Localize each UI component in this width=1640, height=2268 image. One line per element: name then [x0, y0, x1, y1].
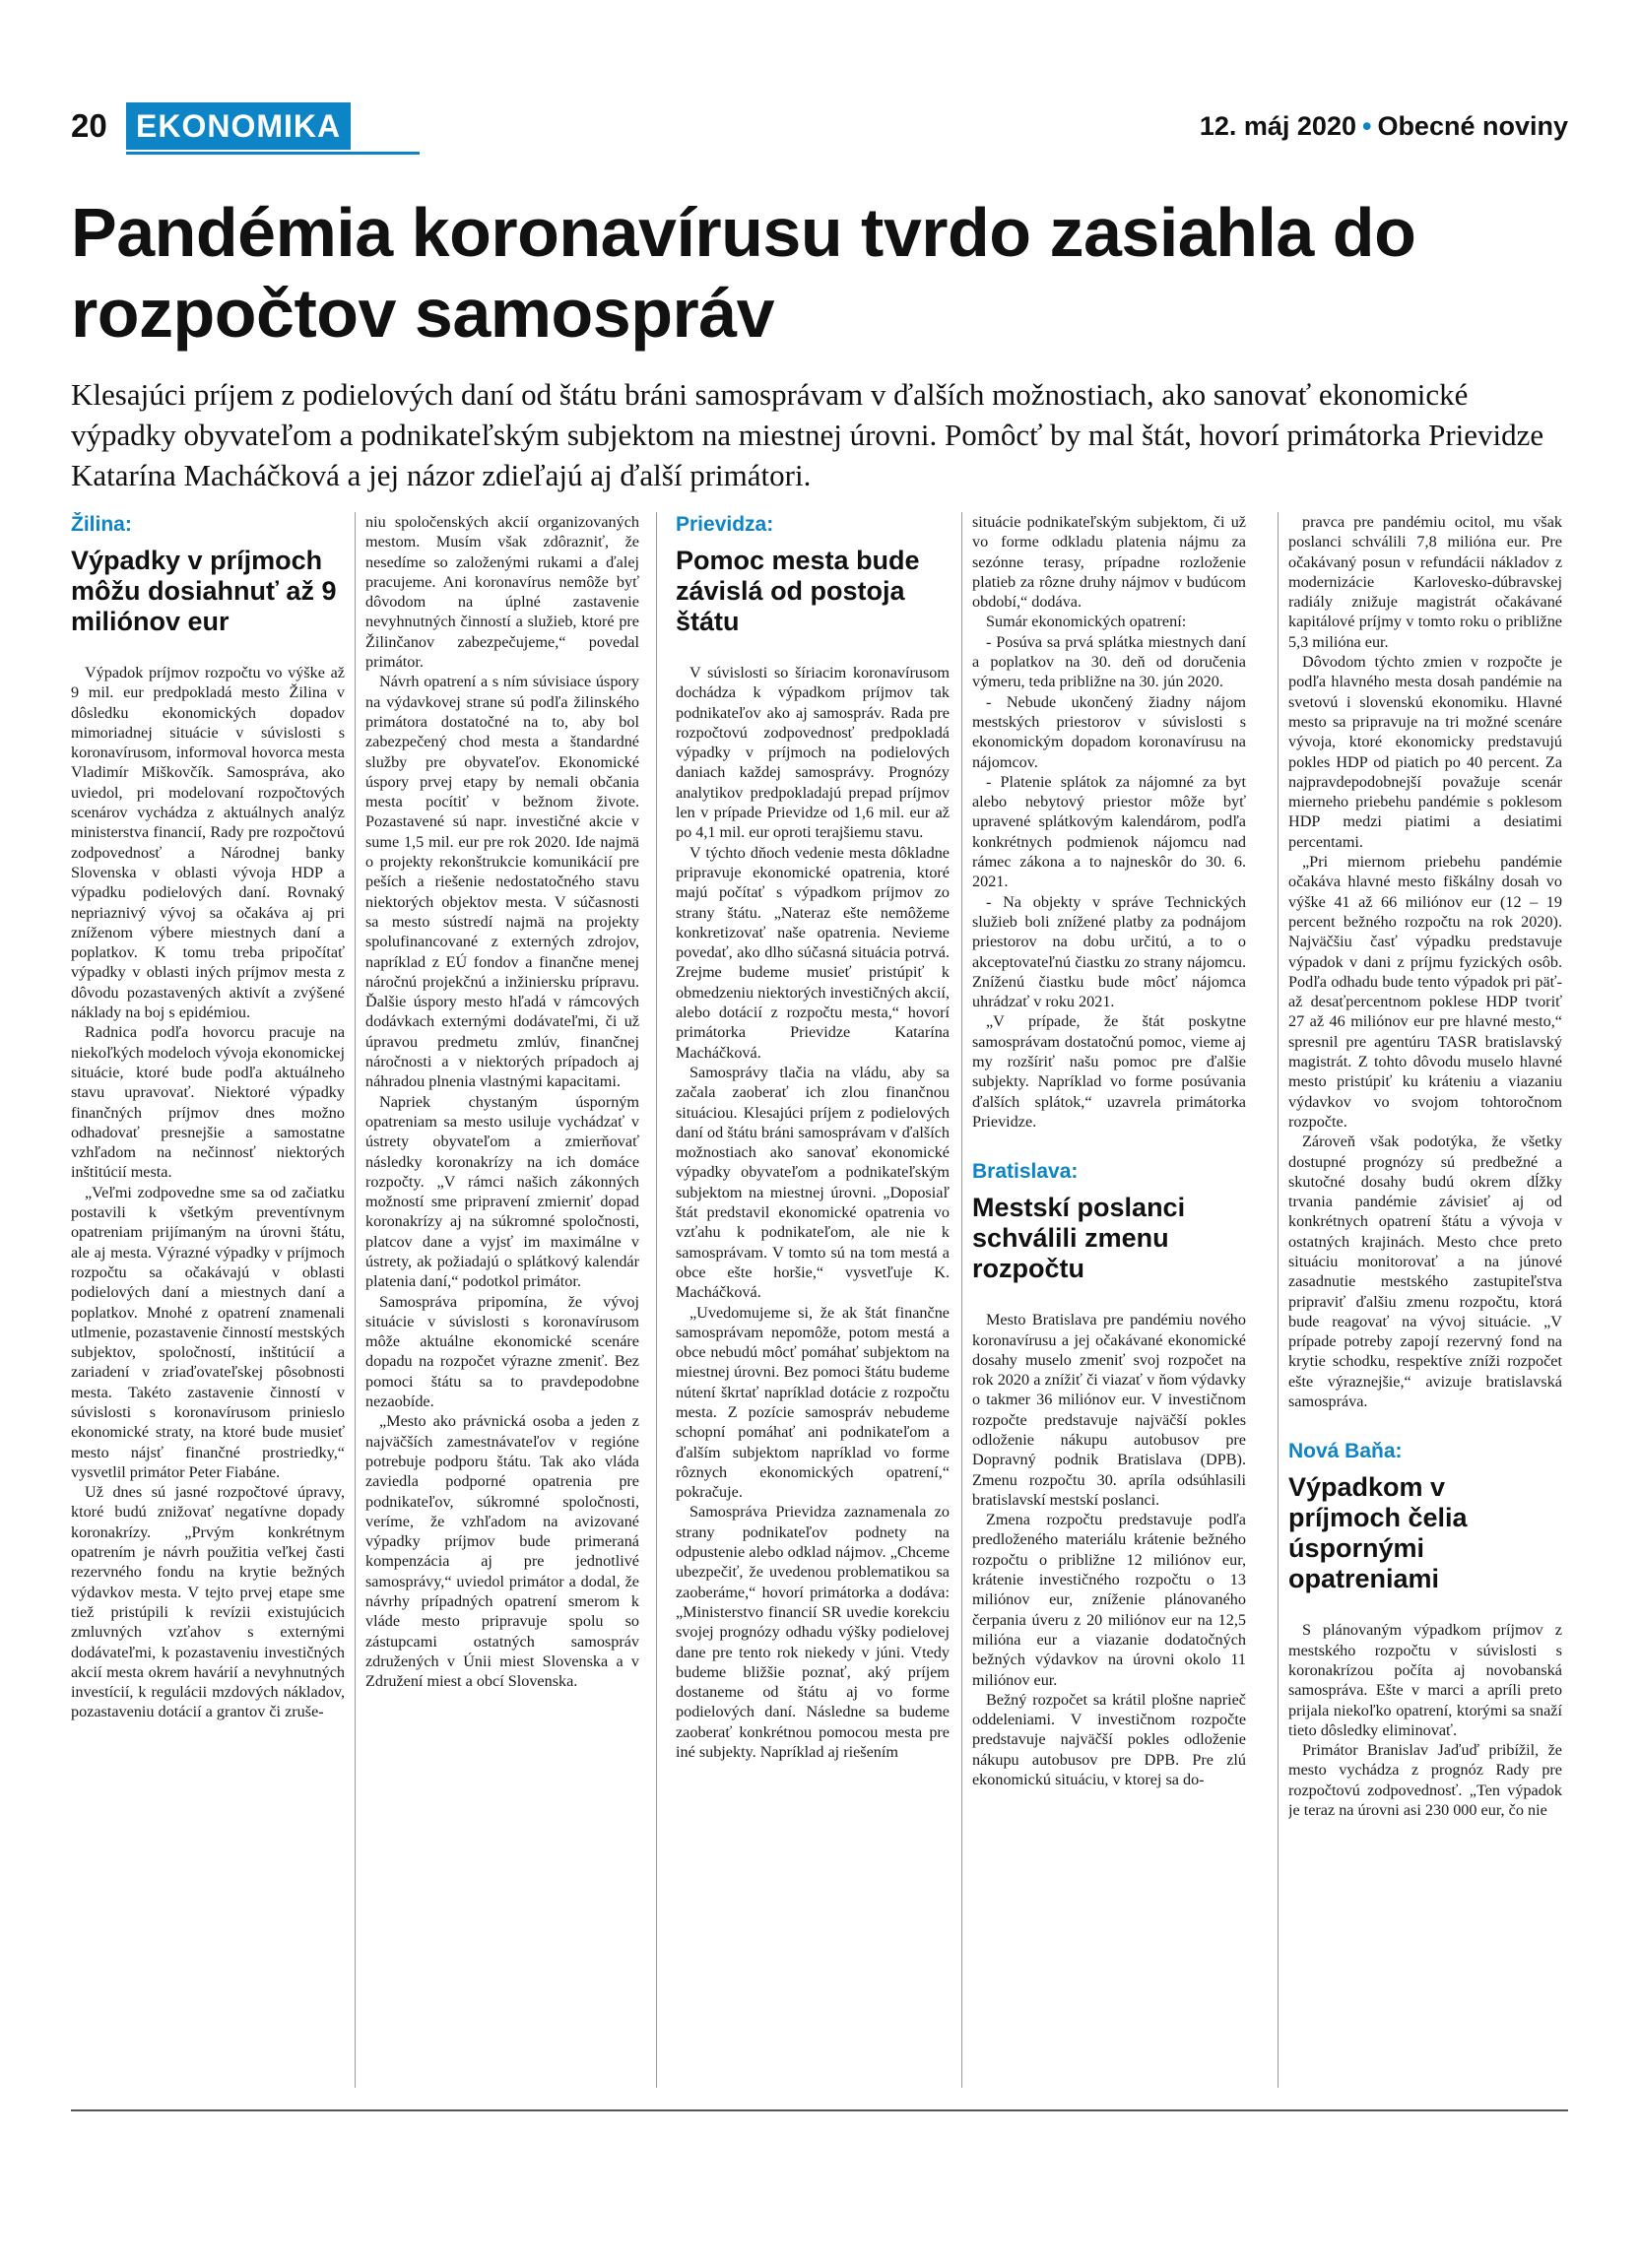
- body-paragraph: V súvislosti so šíriacim koronavírusom dochádza k výpadkom príjmov tak podnikateľov ako aj samospráv. Rada pre rozpočtovú zodpovednosť predpokladá výpadky v príjmoch na podielových daniach každej samosprávy. Prognózy analytikov predpokladajú prepad príjmov len v prípade Prievidze od 1,6 mil. eur až po 4,1 mil. eur oproti terajšiemu stavu.: [676, 664, 950, 842]
- city-label: Nová Baňa:: [1288, 1440, 1403, 1463]
- dateline: [1200, 98, 1568, 154]
- column-2: [365, 512, 639, 2098]
- body-paragraph: „V prípade, že štát poskytne samosprávam dostatočnú pomoc, vieme aj my rozšíriť našu pomoc pre ďalšie subjekty. Napríklad vo forme posúvania ďalších splátok,“ uzavrela primátorka Prievidze.: [972, 1012, 1246, 1131]
- city-label: Žilina:: [71, 513, 132, 536]
- body-paragraph: S plánovaným výpadkom príjmov z mestského rozpočtu v súvislosti s koronakrízou počíta aj novobanská samospráva. Ešte v marci a apríli preto prijala niekoľko opatrení, ktorými sa snaží tieto dôsledky eliminovať.: [1288, 1621, 1562, 1739]
- column-5: [1288, 512, 1562, 2098]
- section-underline: [126, 152, 420, 155]
- column-divider: [656, 512, 657, 2088]
- section-subheading: Výpadky v príjmoch môžu dosiahnuť až 9 miliónov eur: [71, 546, 337, 636]
- body-paragraph: Primátor Branislav Jaďuď pribížil, že mesto vychádza z prognóz Rady pre rozpočtovú zodpovednosť. „Ten výpadok je teraz na úrovni asi 230 000 eur, čo nie: [1288, 1741, 1562, 1820]
- body-paragraph: Samospráva Prievidza zaznamenala zo strany podnikateľov podnety na odpustenie alebo odklad nájmov. „Chceme ubezpečiť, že uvedenou problematikou sa zaoberáme,“ hovorí primátorka a dodáva: „Ministerstvo financií SR uvedie korekciu svojej prognózy odhadu výšky podielovej dane pre tento rok niekedy v júni. Vtedy budeme bližšie poznať, aký príjem dostaneme od štátu aj vo forme podielových daní. Následne sa budeme zaoberať konkrétnou pomocou mesta pre iné subjekty. Napríklad aj riešením: [676, 1503, 950, 1762]
- block-gap: [1288, 1411, 1562, 1439]
- body-paragraph: Návrh opatrení a s ním súvisiace úspory na výdavkovej strane sú podľa žilinského primátora dostatočné na to, aby bol zabezpečený chod mesta a štandardné služby pre obyvateľov. Ekonomické úspory prvej etapy by nemali občania mesta pocítiť v bežnom živote. Pozastavené sú napr. investičné akcie v sume 1,5 mil. eur pre rok 2020. Ide najmä o projekty rekonštrukcie komunikácií pre peších a riešenie nedostatočného stavu niektorých objektov mesta. V súčasnosti sa mesto sústredí najmä na projekty spolufinancované z externých zdrojov, napríklad z EÚ fondov a finančne menej náročnú projekčnú a inžiniersku prípravu. Ďalšie úspory mesto hľadá v rámcových dodávkach externými dodávateľmi, či už úpravou predmetu zmlúv, finančnej náročnosti a v niektorých prípadoch aj náhradou plnenia vlastnými kapacitami.: [365, 673, 639, 1091]
- body-paragraph: - Posúva sa prvá splátka miestnych daní a poplatkov na 30. deň od doručenia výmeru, teda približne na 30. jún 2020.: [972, 632, 1246, 691]
- article-body: [1288, 512, 1562, 1411]
- block-gap: [972, 1132, 1246, 1159]
- city-label: Bratislava:: [972, 1160, 1079, 1184]
- body-paragraph: Už dnes sú jasné rozpočtové úpravy, ktoré budú znižovať negatívne dopady koronakrízy. „Prvým konkrétnym opatrením je návrh použitia veľkej časti rezervného fondu na krytie bežných výdavkov mesta. V tejto prvej etape sme tiež pristúpili k revízii existujúcich zmluvných vzťahov s externými dodávateľmi, k pozastaveniu investičných akcií mesta okrem havárií a nevyhnutných investícií, k regulácii mzdových nákladov, pozastaveniu dotácií a grantov či zruše-: [71, 1483, 345, 1721]
- article-body: [365, 512, 639, 1692]
- body-paragraph: Zároveň však podotýka, že všetky dostupné prognózy sú predbežné a skutočné dosahy budú okrem dĺžky trvania pandémie závisieť aj od konkrétnych opatrení štátu a vývoja v ostatných krajinách. Mesto chce preto situáciu monitorovať a na júnové zasadnutie mestského zastupiteľstva pripraviť ďalšiu zmenu rozpočtu, ktorá bude reagovať na vývoj situácie. „V prípade potreby zapojí rezervný fond na krytie schodku, respektíve zníži rozpočet ešte výraznejšie,“ avizuje bratislavská samospráva.: [1288, 1133, 1562, 1411]
- column-divider: [355, 512, 356, 2088]
- article-headline: Pandémia koronavírusu tvrdo zasiahla do rozpočtov samospráv: [71, 194, 1416, 352]
- body-paragraph: - Platenie splátok za nájomné za byt alebo nebytový priestor môže byť upravené splátkovým kalendárom, podľa konkrétnych podmienok nájomcu nad rámec zákona a to najneskôr do 30. 6. 2021.: [972, 772, 1246, 891]
- body-paragraph: pravca pre pandémiu ocitol, mu však poslanci schválili 7,8 milióna eur. Pre očakávaný posun v refundácii nákladov z modernizácie Karlovesko-dúbravskej radiály znižuje magistrát očakávané kapitálové príjmy v tomto roku o približne 5,3 milióna eur.: [1288, 513, 1562, 651]
- section-subheading: Pomoc mesta bude závislá od postoja štátu: [676, 546, 920, 636]
- column-4: [972, 512, 1246, 2098]
- body-paragraph: Mesto Bratislava pre pandémiu nového koronavírusu a jej očakávané ekonomické dosahy muselo zmeniť svoj rozpočet na rok 2020 a znížiť či viazať v ňom výdavky o takmer 36 miliónov eur. V investičnom rozpočte predstavuje najväčší pokles odloženie nákupu autobusov pre Dopravný podnik Bratislava (DPB). Zmenu rozpočtu 30. apríla odsúhlasili bratislavskí mestskí poslanci.: [972, 1311, 1246, 1509]
- column-divider: [1278, 512, 1279, 2088]
- city-label: Prievidza:: [676, 513, 774, 536]
- article-lead: Klesajúci príjem z podielových daní od štátu bráni samosprávam v ďalších možnostiach, ako sanovať ekonomické výpadky obyvateľom a podnikateľským subjektom na miestnej úrovni. Pomôcť by mal štát, hovorí primátorka Prievidze Katarína Macháčková a jej názor zdieľajú aj ďalší primátori.: [71, 377, 1544, 492]
- issue-date: 12. máj 2020: [1199, 111, 1356, 141]
- page-number: 20: [71, 107, 107, 144]
- body-paragraph: Napriek chystaným úsporným opatreniam sa mesto usiluje vychádzať v ústrety obyvateľom a zmierňovať následky koronakrízy na ich domáce rozpočty. „V rámci našich zákonných možností sme pripravení zmierniť dopad koronakrízy aj na súkromné spoločnosti, platcov dane a vyjsť im maximálne v ústrety, ak požiadajú o splátkový kalendár platenia daní,“ podotkol primátor.: [365, 1092, 639, 1291]
- body-paragraph: - Nebude ukončený žiadny nájom mestských priestorov v súvislosti s ekonomickým dopadom koronavírusu na nájomcov.: [972, 692, 1246, 771]
- body-paragraph: Výpadok príjmov rozpočtu vo výške až 9 mil. eur predpokladá mesto Žilina v dôsledku ekonomických dopadov mimoriadnej situácie v súvislosti s koronavírusom, informoval hovorca mesta Vladimír Miškovčík. Samospráva, ako uviedol, pri modelovaní rozpočtových scenárov vychádza z aktuálnych analýz ministerstva financií, Rady pre rozpočtovú zodpovednosť a Národnej banky Slovenska v oblasti vývoja HDP a výpadku podielových daní. Rovnaký nepriaznivý vývoj sa očakáva aj pri zníženom výbere miestnych daní a poplatkov. K tomu treba pripočítať výpadky v oblasti iných príjmov mesta z dôvodu pozastavených aktivít a zvýšené náklady na boj s epidémiou.: [71, 664, 345, 1022]
- section-label: EKONOMIKA: [126, 102, 351, 150]
- body-paragraph: „Uvedomujeme si, že ak štát finančne samosprávam nepomôže, potom mestá a obce nebudú môcť pomáhať subjektom na miestnej úrovni. Bez pomoci štátu budeme nútení škrtať napríklad dotácie z rozpočtu mesta. Z pozície samospráv nebudeme schopní pomáhať ani podnikateľom a ďalším subjektom napríklad vo forme rôznych ekonomických opatrení,“ pokračuje.: [676, 1303, 950, 1502]
- article-body: [71, 663, 345, 1722]
- body-paragraph: Samosprávy tlačia na vládu, aby sa začala zaoberať ich zlou finančnou situáciou. Klesajúci príjem z podielových daní od štátu bráni samosprávam v ďalších možnostiach ako sanovať ekonomické výpadky obyvateľom a podnikateľským subjektom na miestnej úrovni. „Doposiaľ štát predstavil ekonomické opatrenia vo vzťahu k podnikateľom, ale nie k samosprávam. V tomto sú na tom mestá a obce ešte horšie,“ vysvetľuje K. Macháčková.: [676, 1063, 950, 1302]
- body-paragraph: Zmena rozpočtu predstavuje podľa predloženého materiálu krátenie bežného rozpočtu o približne 12 miliónov eur, krátenie investičného rozpočtu o 13 miliónov eur, zníženie plánovaného čerpania úveru z 20 miliónov eur na 12,5 milióna eur a viazanie dodatočných bežných výdavkov na úrovni okolo 11 miliónov eur.: [972, 1511, 1246, 1689]
- column-3: [676, 512, 950, 2098]
- column-divider: [961, 512, 962, 2088]
- article-body: [1288, 1620, 1562, 1820]
- article-columns: [71, 512, 1568, 2098]
- page-header: [71, 98, 1568, 154]
- body-paragraph: situácie podnikateľským subjektom, či už vo forme odkladu platenia nájmu za sezónne terasy, prípadne rozloženie platieb za rôzne druhy nájmov v budúcom období,“ dodáva.: [972, 513, 1246, 612]
- body-paragraph: Radnica podľa hovorcu pracuje na niekoľkých modeloch vývoja ekonomickej situácie, ktoré bude podľa aktuálneho stavu upravovať. Niektoré výpadky finančných príjmov dnes možno odhadovať presnejšie a samostatne vzhľadom na nečinnosť niektorých inštitúcií mesta.: [71, 1023, 345, 1182]
- body-paragraph: - Na objekty v správe Technických služieb boli znížené platby za podnájom priestorov na dobu určitú, a to o akceptovateľnú čiastku zo strany nájomcu. Zníženú čiastku bude môcť nájomca uhrádzať v roku 2021.: [972, 892, 1246, 1011]
- body-paragraph: „Mesto ako právnická osoba a jeden z najväčších zamestnávateľov v regióne potrebuje podporu štátu. Tak ako vláda zaviedla podporné opatrenia pre podnikateľov, súkromné spoločnosti, veríme, že vzhľadom na avizované výpadky príjmov bude primeraná kompenzácia aj pre jednotlivé samosprávy,“ uviedol primátor a dodal, že návrhy prípadných opatrení smerom k vláde mesto pripravuje spolu so zástupcami ostatných samospráv združených v Únii miest Slovenska a v Združení miest a obcí Slovenska.: [365, 1412, 639, 1691]
- publication-name: Obecné noviny: [1377, 111, 1568, 141]
- bottom-rule: [71, 2109, 1568, 2111]
- section-subheading: Mestskí poslanci schválili zmenu rozpočtu: [972, 1193, 1186, 1284]
- body-paragraph: „Veľmi zodpovedne sme sa od začiatku postavili k všetkým preventívnym opatreniam prijímaným na úrovni štátu, ale aj mesta. Výrazné výpadky v príjmoch rozpočtu sa očakávajú v oblasti podielových daní a miestnych daní a poplatkov. Mnohé z opatrení znamenali utlmenie, pozastavenie činností mestských subjektov, spoločností, inštitúcií a zariadení v zriaďovateľskej pôsobnosti mesta. Takéto zastavenie činností v súvislosti s koronavírusom prinieslo ekonomické straty, na ktoré bude musieť mesto nájsť finančné prostriedky,“ vysvetlil primátor Peter Fiabáne.: [71, 1183, 345, 1481]
- body-paragraph: Bežný rozpočet sa krátil plošne naprieč oddeleniami. V investičnom rozpočte predstavuje najväčší pokles odloženie nákupu autobusov pre DPB. Pre zlú ekonomickú situáciu, v ktorej sa do-: [972, 1690, 1246, 1789]
- section-subheading: Výpadkom v príjmoch čelia úspornými opatreniami: [1288, 1472, 1468, 1594]
- body-paragraph: Samospráva pripomína, že vývoj situácie v súvislosti s koronavírusom môže aktuálne ekonomické scenáre dopadu na rozpočet výrazne zmeniť. Bez pomoci štátu sa to pravdepodobne nezaobíde.: [365, 1292, 639, 1411]
- article-body: [972, 512, 1246, 1132]
- article-body: [676, 663, 950, 1762]
- body-paragraph: „Pri miernom priebehu pandémie očakáva hlavné mesto fiškálny dosah vo výške 41 až 66 miliónov eur (12 – 19 percent bežného rozpočtu na rok 2020). Najväčšiu časť výpadku predstavuje výpadok v dani z príjmu fyzických osôb. Podľa odhadu bude tento výpadok pri päť- až desaťpercentnom poklese HDP tvoriť 27 až 46 miliónov eur pre hlavné mesto,“ spresnil pre agentúru TASR bratislavský magistrát. Z tohto dôvodu muselo hlavné mesto pristúpiť ku kráteniu a viazaniu výdavkov vo svojom tohtoročnom rozpočte.: [1288, 853, 1562, 1131]
- body-paragraph: Sumár ekonomických opatrení:: [986, 613, 1187, 631]
- article-body: [972, 1310, 1246, 1789]
- body-paragraph: niu spoločenských akcií organizovaných mestom. Musím však zdôrazniť, že nesedíme so založenými rukami a ďalej pracujeme. Ani koronavírus nemôže byť dôvodom na úplné zastavenie nevyhnutných činností a služieb, ktoré pre Žilinčanov zabezpečujeme,“ povedal primátor.: [365, 513, 639, 672]
- body-paragraph: Dôvodom týchto zmien v rozpočte je podľa hlavného mesta dosah pandémie na svetovú i slovenskú ekonomiku. Hlavné mesto sa pripravuje na tri možné scenáre vývoja, ktoré ekonomicky predstavujú pokles HDP od piatich po 40 percent. Za najpravdepodobnejší považuje scenár mierneho priebehu pandémie s poklesom HDP medzi piatimi a desiatimi percentami.: [1288, 653, 1562, 851]
- separator-dot: •: [1361, 111, 1372, 141]
- column-1: [71, 512, 345, 2098]
- body-paragraph: V týchto dňoch vedenie mesta dôkladne pripravuje ekonomické opatrenia, ktoré majú počítať s výpadkom príjmov zo strany štátu. „Nateraz ešte nemôžeme konkretizovať naše opatrenia. Nevieme povedať, ako dlho súčasná situácia potrvá. Zrejme budeme musieť pristúpiť k obmedzeniu niektorých investičných akcií, alebo dotácií z rozpočtu mesta,“ hovorí primátorka Prievidze Katarína Macháčková.: [676, 843, 950, 1062]
